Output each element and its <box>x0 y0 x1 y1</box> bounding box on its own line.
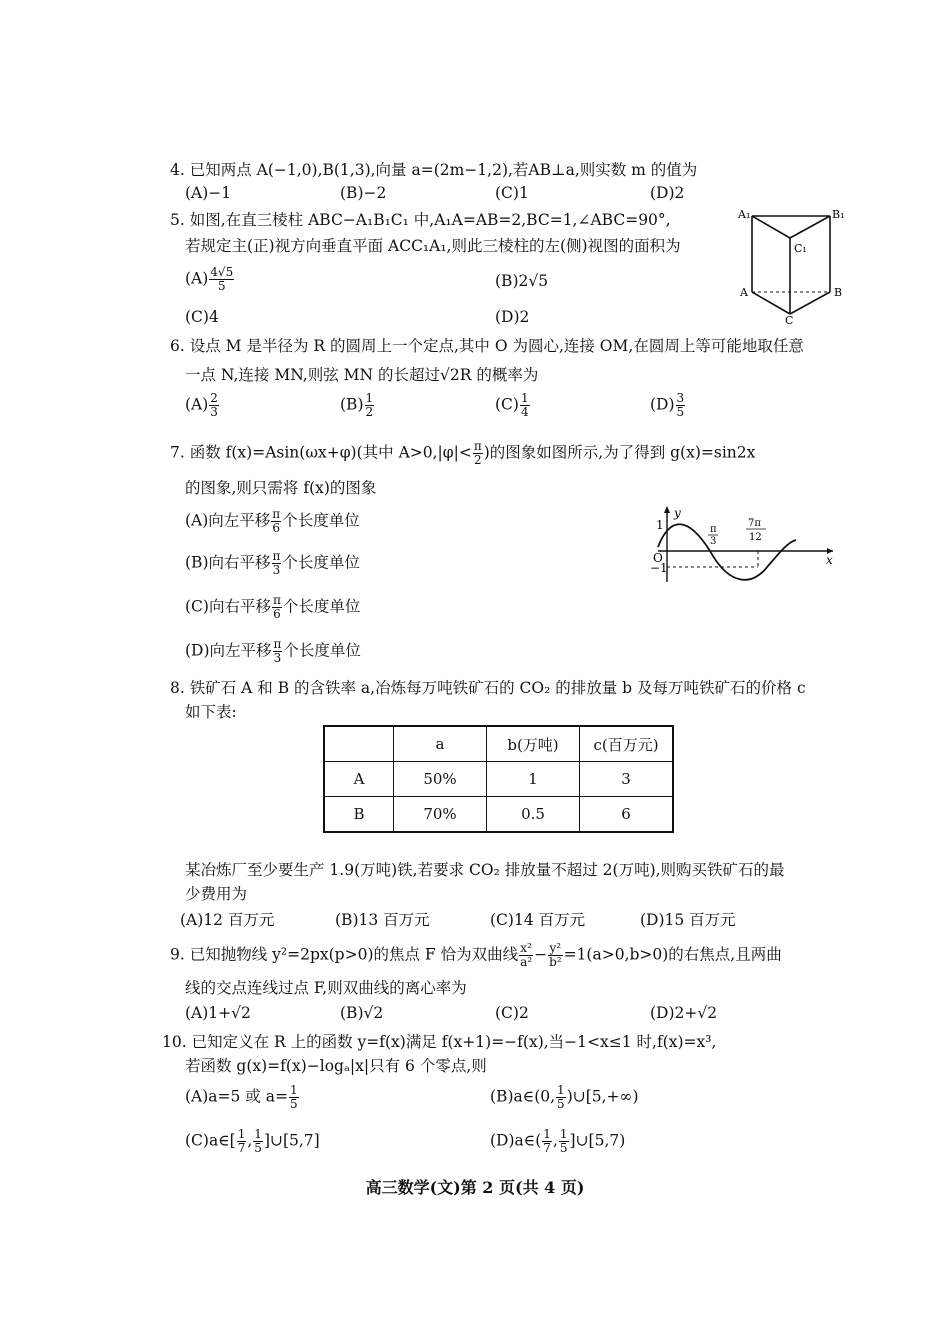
graph-tick-7pi12-num: 7π <box>748 518 761 529</box>
prism-label-a: A <box>740 286 748 299</box>
q7-stem-line1: 7. 函数 f(x)=Asin(ωx+φ)(其中 A>0,|φ|< $\frac{\pi}{2}$ )的图象如图所示,为了得到 g(x)=sin2x <box>170 439 756 467</box>
q6-option-c: (C) $\frac{1}{4}$ <box>495 391 529 419</box>
q5-option-c: (C)4 <box>185 308 219 326</box>
prism-label-a1: A₁ <box>738 208 751 221</box>
table-row <box>324 797 673 833</box>
q4-option-d: (D)2 <box>650 184 685 202</box>
q5-option-d: (D)2 <box>495 308 530 326</box>
prism-label-c: C <box>785 314 794 324</box>
q10-option-a: (A)a=5 或 a= $\frac{1}{5}$ <box>185 1083 298 1111</box>
q7-option-d: (D)向左平移 $\frac{\pi}{3}$ 个长度单位 <box>185 637 361 665</box>
q4-option-a: (A)−1 <box>185 184 232 202</box>
q9-option-b: (B)√2 <box>340 1004 384 1022</box>
q10-option-b: (B)a∈(0, $\frac{1}{5}$ )∪[5,+∞) <box>490 1083 639 1111</box>
q5-option-a: (A) $\frac{4√5}{5}$ <box>185 265 234 293</box>
q4-option-b: (B)−2 <box>340 184 387 202</box>
q5-stem-line2: 若规定主(正)视方向垂直平面 ACC₁A₁,则此三棱柱的左(侧)视图的面积为 <box>185 237 681 255</box>
graph-tick-pi3-den: 3 <box>710 536 717 547</box>
prism-figure <box>738 204 848 324</box>
q9-option-d: (D)2+√2 <box>650 1004 718 1022</box>
table-cell: 1 <box>487 762 580 797</box>
q9-option-c: (C)2 <box>495 1004 529 1022</box>
q6-option-b: (B) $\frac{1}{2}$ <box>340 391 374 419</box>
q8-option-d: (D)15 百万元 <box>640 911 736 929</box>
graph-one-label: 1 <box>656 518 664 532</box>
q7-option-b: (B)向右平移 $\frac{\pi}{3}$ 个长度单位 <box>185 549 360 577</box>
q6-stem-line2: 一点 N,连接 MN,则弦 MN 的长超过√2R 的概率为 <box>185 366 539 384</box>
q7-option-a: (A)向左平移 $\frac{\pi}{6}$ 个长度单位 <box>185 507 360 535</box>
prism-label-b1: B₁ <box>832 208 845 221</box>
q9-stem-line1: 9. 已知抛物线 y²=2px(p>0)的焦点 F 恰为双曲线 $\frac{\text{x²}}{\text{a²}}$ − $\frac{\text{y²}}{\text{b²}}$ =1(a>0,b>0)的右焦点,且两曲 <box>170 941 782 969</box>
graph-neg-one-label: −1 <box>650 561 668 575</box>
graph-x-label: x <box>826 553 833 567</box>
q9-stem-line2: 线的交点连线过点 F,则双曲线的离心率为 <box>185 979 467 997</box>
q10-option-c: (C)a∈[ $\frac{1}{7}$ , $\frac{1}{5}$ ]∪[5,7] <box>185 1127 320 1155</box>
table-cell: a <box>394 726 487 762</box>
q6-option-a: (A) $\frac{2}{3}$ <box>185 391 218 419</box>
table-cell: B <box>324 797 394 833</box>
graph-origin-label: O <box>653 551 663 565</box>
graph-tick-7pi12-den: 12 <box>749 532 762 543</box>
q8-option-a: (A)12 百万元 <box>180 911 275 929</box>
q9-option-a: (A)1+√2 <box>185 1004 251 1022</box>
table-cell: 50% <box>394 762 487 797</box>
table-cell: b(万吨) <box>487 726 580 762</box>
q8-option-b: (B)13 百万元 <box>335 911 430 929</box>
q6-option-d: (D) $\frac{3}{5}$ <box>650 391 685 419</box>
q8-option-c: (C)14 百万元 <box>490 911 586 929</box>
table-cell: 6 <box>580 797 674 833</box>
prism-label-b: B <box>834 286 843 299</box>
table-header-row <box>324 726 673 762</box>
q10-option-d: (D)a∈( $\frac{1}{7}$ , $\frac{1}{5}$ ]∪[5,7) <box>490 1127 626 1155</box>
q10-stem-line1: 10. 已知定义在 R 上的函数 y=f(x)满足 f(x+1)=−f(x),当−1<x≤1 时,f(x)=x³, <box>162 1033 717 1051</box>
q8-stem-line4: 少费用为 <box>185 885 248 903</box>
q4-stem: 4. 已知两点 A(−1,0),B(1,3),向量 a=(2m−1,2),若AB⊥a,则实数 m 的值为 <box>170 161 698 179</box>
sine-graph <box>648 504 838 584</box>
table-cell: A <box>324 762 394 797</box>
q4-option-c: (C)1 <box>495 184 529 202</box>
q7-option-c: (C)向右平移 $\frac{\pi}{6}$ 个长度单位 <box>185 593 361 621</box>
q7-stem-line2: 的图象,则只需将 f(x)的图象 <box>185 479 377 497</box>
graph-tick-pi3-num: π <box>710 524 717 535</box>
page-footer: 高三数学(文)第 2 页(共 4 页) <box>365 1178 585 1197</box>
table-cell: c(百万元) <box>580 726 674 762</box>
ore-table <box>323 725 674 833</box>
q8-stem-line2: 如下表: <box>185 703 237 721</box>
q10-stem-line2: 若函数 g(x)=f(x)−logₐ|x|只有 6 个零点,则 <box>185 1057 487 1075</box>
graph-y-label: y <box>674 506 681 520</box>
table-row <box>324 762 673 797</box>
table-cell <box>324 726 394 762</box>
table-cell: 70% <box>394 797 487 833</box>
q5-stem-line1: 5. 如图,在直三棱柱 ABC−A₁B₁C₁ 中,A₁A=AB=2,BC=1,∠ABC=90°, <box>170 211 671 229</box>
q8-stem-line3: 某冶炼厂至少要生产 1.9(万吨)铁,若要求 CO₂ 排放量不超过 2(万吨),则购买铁矿石的最 <box>185 861 785 879</box>
q5-option-b: (B)2√5 <box>495 272 549 290</box>
prism-label-c1: C₁ <box>794 242 807 255</box>
q6-stem-line1: 6. 设点 M 是半径为 R 的圆周上一个定点,其中 O 为圆心,连接 OM,在圆周上等可能地取任意 <box>170 337 804 355</box>
q8-stem-line1: 8. 铁矿石 A 和 B 的含铁率 a,冶炼每万吨铁矿石的 CO₂ 的排放量 b 及每万吨铁矿石的价格 c <box>170 679 806 697</box>
table-cell: 3 <box>580 762 674 797</box>
table-cell: 0.5 <box>487 797 580 833</box>
